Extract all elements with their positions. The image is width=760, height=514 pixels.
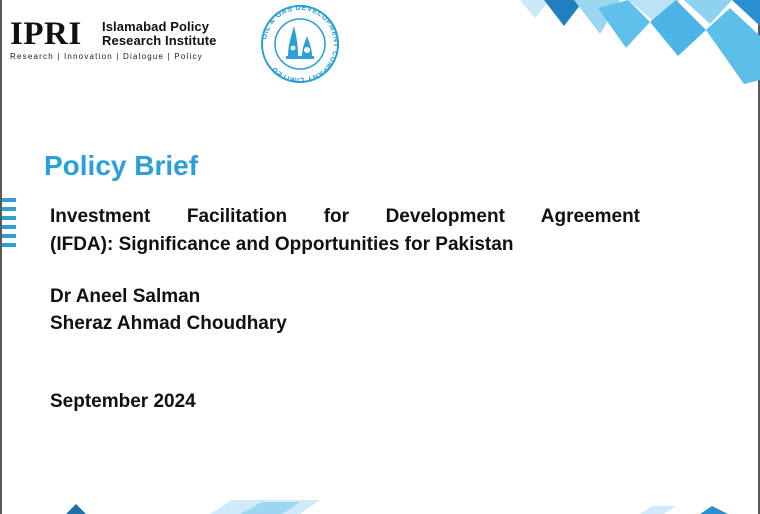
document-title-line2: (IFDA): Significance and Opportunities for Pakistan (50, 234, 514, 255)
ipri-full-name (102, 20, 217, 48)
seal-ring-text: OIL & GAS DEVELOPMENT COMPANY LIMITED (259, 4, 342, 84)
ipri-abbrev: IPRI (10, 16, 82, 52)
top-right-decorative-tiles (500, 0, 760, 90)
ogdcl-seal-logo (254, 4, 346, 84)
bottom-decorative-tiles (0, 492, 760, 514)
author-name: Dr Aneel Salman (50, 286, 201, 307)
left-stripe-accent (2, 198, 16, 248)
ipri-name-line1: Islamabad Policy (102, 19, 210, 34)
document-title (50, 203, 640, 259)
ipri-tagline: Research | Innovation | Dialogue | Policy (10, 52, 203, 61)
author-list (50, 283, 287, 337)
ipri-logo (10, 16, 240, 64)
policy-brief-heading: Policy Brief (44, 150, 199, 181)
author-name: Sheraz Ahmad Choudhary (50, 313, 287, 334)
left-page-border (0, 0, 2, 514)
publication-date: September 2024 (50, 391, 196, 412)
ipri-name-line2: Research Institute (102, 33, 217, 48)
document-title-line1: Investment Facilitation for Development Agreement (50, 206, 640, 227)
